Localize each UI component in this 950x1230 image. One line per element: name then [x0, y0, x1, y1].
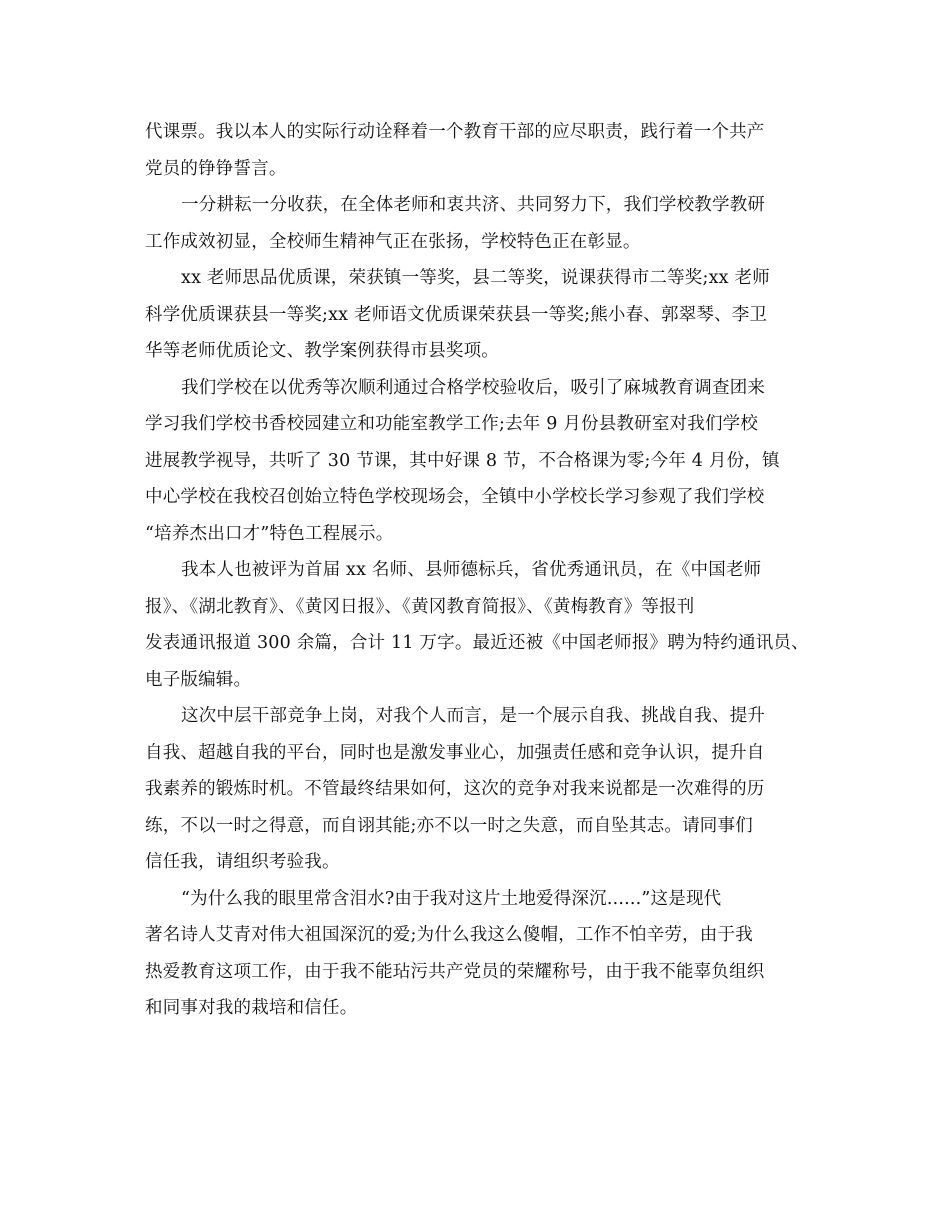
- text-line: 练，不以一时之得意，而自诩其能;亦不以一时之失意，而自坠其志。请同事们: [145, 815, 753, 836]
- paragraph: [145, 552, 825, 698]
- text-line: xx 老师思品优质课，荣获镇一等奖，县二等奖，说课获得市二等奖;xx 老师: [181, 268, 770, 288]
- document-body: [145, 114, 825, 1027]
- paragraph: [145, 881, 825, 1027]
- paragraph: [145, 114, 825, 187]
- text-line: “培养杰出口才”特色工程展示。: [145, 523, 394, 544]
- text-line: 自我、超越自我的平台，同时也是激发事业心，加强责任感和竞争认识，提升自: [145, 742, 765, 763]
- text-line: 我们学校在以优秀等次顺利通过合格学校验收后，吸引了麻城教育调查团来: [181, 377, 766, 398]
- text-line: 华等老师优质论文、教学案例获得市县奖项。: [145, 341, 499, 361]
- text-line: 报》、《湖北教育》、《黄冈日报》、《黄冈教育简报》、《黄梅教育》等报刊: [145, 596, 695, 617]
- paragraph: [145, 260, 825, 370]
- text-line: 电子版编辑。: [145, 669, 252, 690]
- text-line: 工作成效初显，全校师生精神气正在张扬，学校特色正在彰显。: [145, 231, 641, 252]
- paragraph: [145, 370, 825, 553]
- text-line: 发表通讯报道 300 余篇，合计 11 万字。最近还被《中国老师报》聘为特约通讯员、: [145, 633, 809, 653]
- text-line: 这次中层干部竞争上岗，对我个人而言，是一个展示自我、挑战自我、提升: [181, 706, 766, 726]
- text-line: 学习我们学校书香校园建立和功能室教学工作;去年 9 月份县教研室对我们学校: [145, 414, 759, 434]
- text-line: “为什么我的眼里常含泪水?由于我对这片土地爱得深沉......”这是现代: [181, 888, 722, 909]
- text-line: 信任我，请组织考验我。: [145, 852, 340, 872]
- text-line: 党员的铮铮誓言。: [145, 158, 287, 179]
- text-line: 我本人也被评为首届 xx 名师、县师德标兵，省优秀通讯员，在《中国老师: [181, 560, 762, 580]
- text-line: 代课票。我以本人的实际行动诠释着一个教育干部的应尽职责，践行着一个共产: [145, 122, 765, 142]
- text-line: 和同事对我的栽培和信任。: [145, 998, 358, 1018]
- text-line: 我素养的锻炼时机。不管最终结果如何，这次的竞争对我来说都是一次难得的历: [145, 779, 765, 799]
- text-line: 一分耕耘一分收获，在全体老师和衷共济、共同努力下，我们学校教学教研: [181, 195, 766, 215]
- text-line: 科学优质课获县一等奖;xx 老师语文优质课荣获县一等奖;熊小春、郭翠琴、李卫: [145, 304, 768, 325]
- paragraph: [145, 187, 825, 260]
- text-line: 进展教学视导，共听了 30 节课，其中好课 8 节，不合格课为零;今年 4 月份，镇: [145, 450, 780, 471]
- text-line: 著名诗人艾青对伟大祖国深沉的爱;为什么我这么傻帽，工作不怕辛劳，由于我: [145, 925, 753, 945]
- text-line: 中心学校在我校召创始立特色学校现场会，全镇中小学校长学习参观了我们学校: [145, 487, 765, 507]
- text-line: 热爱教育这项工作，由于我不能玷污共产党员的荣耀称号，由于我不能辜负组织: [145, 961, 765, 982]
- paragraph: [145, 698, 825, 881]
